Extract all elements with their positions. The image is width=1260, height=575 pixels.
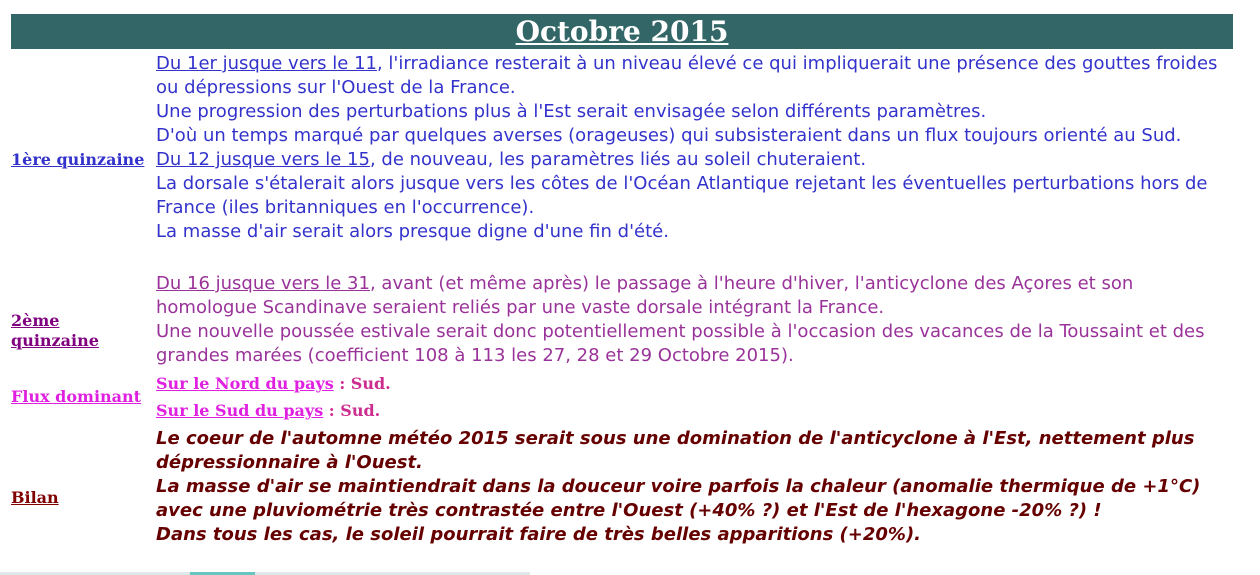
flux-line: Sur le Sud du pays : Sud. — [156, 401, 381, 420]
paragraph: D'où un temps marqué par quelques averses (orageuses) qui subsisteraient dans un flux toujours orienté au Sud. — [156, 125, 1182, 146]
paragraph: La dorsale s'étalerait alors jusque vers les côtes de l'Océan Atlantique rejetant les éventuelles perturbations hors de France (iles britanniques en l'occurrence). — [156, 173, 1208, 218]
label-first-fortnight[interactable]: 1ère quinzaine — [11, 150, 145, 169]
paragraph: Du 12 jusque vers le 15, de nouveau, les paramètres liés au soleil chuteraient. — [156, 149, 867, 170]
region-link[interactable]: Sur le Sud du pays — [156, 401, 324, 420]
region-link[interactable]: Sur le Nord du pays — [156, 374, 334, 393]
period-link[interactable]: Du 1er jusque vers le 11 — [156, 53, 377, 74]
paragraph: Dans tous les cas, le soleil pourrait faire de très belles apparitions (+20%). — [156, 524, 922, 545]
paragraph: Le coeur de l'automne météo 2015 serait sous une domination de l'anticyclone à l'Est, nettement plus dépressionnaire à l'Ouest. — [156, 428, 1195, 473]
flux-text — [156, 370, 1236, 424]
paragraph: La masse d'air se maintiendrait dans la douceur voire parfois la chaleur (anomalie thermique de +1°C) avec une pluviométrie très contrastée entre l'Ouest (+40% ?) et l'Est de l'hexagone -20% ?) ! — [156, 476, 1201, 521]
period-link[interactable]: Du 12 jusque vers le 15 — [156, 149, 370, 170]
paragraph: Du 1er jusque vers le 11, l'irradiance resterait à un niveau élevé ce qui impliquerait une présence des gouttes froides ou dépressions sur l'Ouest de la France. — [156, 53, 1218, 98]
label-second-fortnight[interactable]: 2ème quinzaine — [11, 311, 99, 350]
label-flux-dominant[interactable]: Flux dominant — [11, 387, 142, 406]
period-link[interactable]: Du 16 jusque vers le 31 — [156, 273, 370, 294]
label-bilan[interactable]: Bilan — [11, 488, 59, 507]
paragraph: Une nouvelle poussée estivale serait donc potentiellement possible à l'occasion des vacances de la Toussaint et des grandes marées (coefficient 108 à 113 les 27, 28 et 29 Octobre 2015). — [156, 321, 1205, 366]
paragraph: Une progression des perturbations plus à l'Est serait envisagée selon différents paramètres. — [156, 101, 987, 122]
flux-line: Sur le Nord du pays : Sud. — [156, 374, 391, 393]
page-title-bar — [11, 14, 1233, 49]
paragraph: La masse d'air serait alors presque digne d'une fin d'été. — [156, 221, 669, 242]
paragraph: Du 16 jusque vers le 31, avant (et même après) le passage à l'heure d'hiver, l'anticyclone des Açores et son homologue Scandinave seraient reliés par une vaste dorsale intégrant la France. — [156, 273, 1134, 318]
bilan-text — [156, 427, 1236, 547]
second-fortnight-text — [156, 272, 1236, 368]
first-fortnight-text — [156, 52, 1236, 244]
page-title: Octobre 2015 — [515, 15, 729, 48]
